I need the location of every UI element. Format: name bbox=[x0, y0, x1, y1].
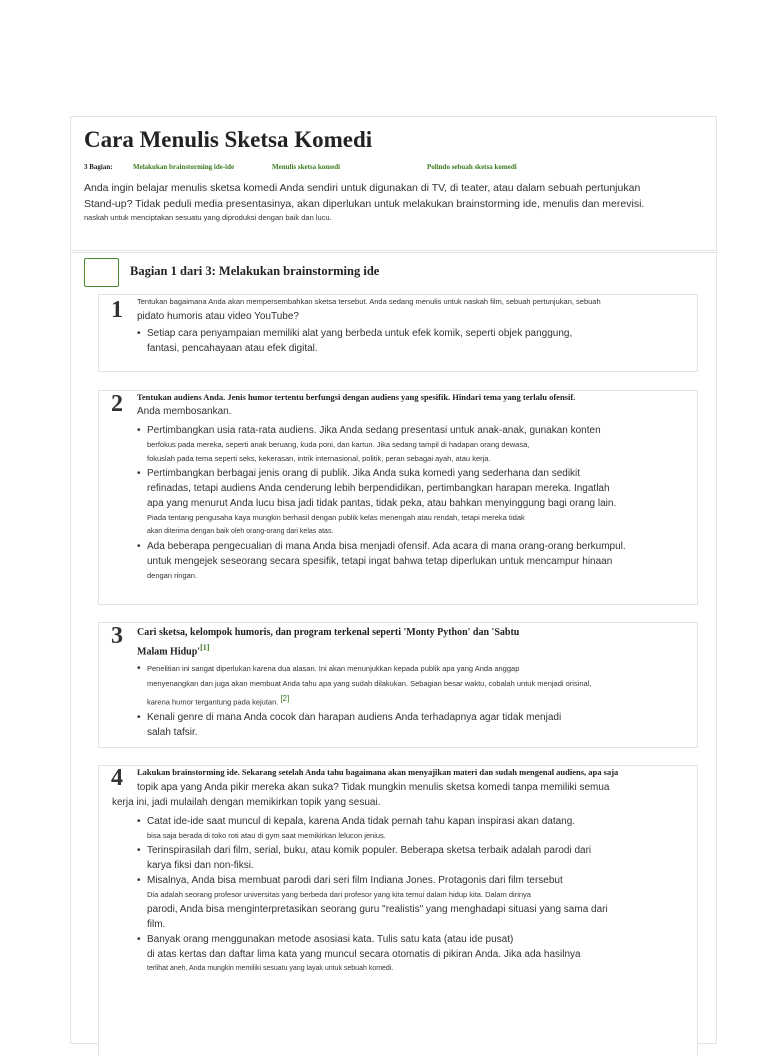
list-item: • Banyak orang menggunakan metode asosiasi kata. Tulis satu kata (atau ide pusat) di atas kertas dan daftar lima kata yang muncul secara otomatis di pikiran Anda. Jika ada hasilnya terlihat aneh, Anda mungkin memiliki sesuatu yang layak untuk sebuah komedi. bbox=[147, 932, 691, 976]
reference-link-2[interactable]: [2] bbox=[280, 694, 290, 704]
intro-line: Stand-up? Tidak peduli media presentasinya, akan diperlukan untuk melakukan brainstorming ide, menulis dan merevisi. bbox=[84, 197, 645, 210]
part-link-3[interactable]: Polindo sebuah sketsa komedi bbox=[427, 163, 517, 171]
step-lead-cont: kerja ini, jadi mulailah dengan memikirkan topik yang sesuai. bbox=[112, 797, 381, 808]
step-lead: Cari sketsa, kelompok humoris, dan program terkenal seperti 'Monty Python' dan 'Sabtu Malam Hidup'[1] bbox=[137, 627, 520, 658]
part-link-1[interactable]: Melakukan brainstorming ide-ide bbox=[133, 163, 235, 171]
intro-line: Anda ingin belajar menulis sketsa komedi Anda sendiri untuk digunakan di TV, di teater, atau dalam sebuah pertunjukan bbox=[84, 182, 641, 194]
list-item: • Terinspirasilah dari film, serial, buku, atau komik populer. Beberapa sketsa terbaik adalah parodi dari karya fiksi dan non-fiksi. bbox=[147, 843, 691, 873]
list-item: • Penelitian ini sangat diperlukan karena dua alasan. Ini akan menunjukkan kepada publik apa yang Anda anggap menyenangkan dan juga akan membuat Anda tahu apa yang sudah dilakukan. Sebagian besar waktu, cobalah untuk menjadi orisinal, karena humor tergantung pada kejutan. [2] bbox=[147, 661, 691, 710]
bullet-list bbox=[137, 814, 691, 976]
step-number: 3 bbox=[111, 623, 123, 649]
intro-text bbox=[84, 181, 704, 223]
step-lead: Lakukan brainstorming ide. Sekarang setelah Anda tahu bagaimana akan menyajikan materi dan sudah mengenal audiens, apa saja bbox=[137, 767, 619, 777]
parts-label: 3 Bagian: bbox=[84, 163, 113, 171]
step-lead-cont: pidato humoris atau video YouTube? bbox=[137, 311, 299, 322]
step-bullets bbox=[137, 814, 691, 976]
section-title: Bagian 1 dari 3: Melakukan brainstorming ide bbox=[130, 264, 380, 278]
list-item: • Kenali genre di mana Anda cocok dan harapan audiens Anda terhadapnya agar tidak menjadi salah tafsir. bbox=[147, 710, 691, 740]
list-item: • Misalnya, Anda bisa membuat parodi dari seri film Indiana Jones. Protagonis dari film tersebut Dia adalah seorang profesor universitas yang berbeda dari profesor yang kita temui dalam hidup kita. Dalam dirinya parodi, Anda bisa menginterpretasikan seorang guru "realistis" yang menghadapi situasi yang sama dari film. bbox=[147, 873, 691, 932]
list-item: • Catat ide-ide saat muncul di kepala, karena Anda tidak pernah tahu kapan inspirasi akan datang. bisa saja berada di toko roti atau di gym saat memikirkan lelucon jenius. bbox=[147, 814, 691, 843]
part-link-2[interactable]: Menulis sketsa komedi bbox=[272, 163, 341, 171]
step-number: 1 bbox=[111, 297, 123, 323]
list-item: • Pertimbangkan berbagai jenis orang di publik. Jika Anda suka komedi yang sederhana dan sedikit refinadas, tetapi audiens Anda cenderung lebih berpendidikan, pertimbangkan harapan mereka. Ingatlah apa yang menurut Anda lucu bisa jadi tidak pantas, tidak peka, atau bahkan menyinggung bagi orang lain. Piada tentang pengusaha kaya mungkin berhasil dengan publik kelas menengah atau rendah, tetapi mereka tidak akan diterima dengan baik oleh orang-orang dari kelas atas. bbox=[147, 466, 691, 539]
list-item: • Ada beberapa pengecualian di mana Anda bisa menjadi ofensif. Ada acara di mana orang-orang berkumpul. untuk mengejek seseorang secara spesifik, tetapi ingat bahwa tetap diperlukan untuk mencampur hinaan dengan ringan. bbox=[147, 539, 691, 583]
bullet-list bbox=[137, 423, 691, 583]
step-body bbox=[137, 391, 691, 583]
step-4 bbox=[98, 765, 698, 1056]
bullet-list bbox=[137, 326, 691, 356]
section-checkbox[interactable] bbox=[84, 258, 119, 287]
step-lead: Tentukan bagaimana Anda akan mempersembahkan sketsa tersebut. Anda sedang menulis untuk naskah film, sebuah pertunjukan, sebuah bbox=[137, 297, 601, 306]
step-body bbox=[137, 766, 691, 795]
step-number: 4 bbox=[111, 765, 123, 791]
list-item: • Pertimbangkan usia rata-rata audiens. Jika Anda sedang presentasi untuk anak-anak, gunakan konten berfokus pada mereka, seperti anak beruang, kuda poni, dan kartun. Jika sedang tampil di hadapan orang dewasa, fokuslah pada tema seperti seks, kekerasan, intrik internasional, politik, peran sebagai ayah, atau kerja. bbox=[147, 423, 691, 466]
step-number: 2 bbox=[111, 391, 123, 417]
step-body bbox=[137, 296, 691, 356]
step-lead: Tentukan audiens Anda. Jenis humor tertentu berfungsi dengan audiens yang spesifik. Hindari tema yang terlalu ofensif. bbox=[137, 392, 576, 402]
intro-card bbox=[70, 116, 717, 251]
step-1 bbox=[98, 294, 698, 372]
step-body bbox=[137, 625, 691, 740]
reference-link-1[interactable]: [1] bbox=[200, 643, 210, 652]
list-item: • Setiap cara penyampaian memiliki alat yang berbeda untuk efek komik, seperti objek panggung, fantasi, pencahayaan atau efek digital. bbox=[147, 326, 691, 356]
page-title: Cara Menulis Sketsa Komedi bbox=[84, 127, 373, 152]
step-lead-cont: topik apa yang Anda pikir mereka akan suka? Tidak mungkin menulis sketsa komedi tanpa memiliki semua bbox=[137, 782, 610, 793]
intro-line: naskah untuk menciptakan sesuatu yang diproduksi dengan baik dan lucu. bbox=[84, 213, 332, 222]
bullet-list bbox=[137, 661, 691, 740]
section-card bbox=[70, 252, 717, 1044]
step-lead-cont: Anda membosankan. bbox=[137, 406, 232, 417]
step-3 bbox=[98, 622, 698, 748]
step-2 bbox=[98, 390, 698, 605]
